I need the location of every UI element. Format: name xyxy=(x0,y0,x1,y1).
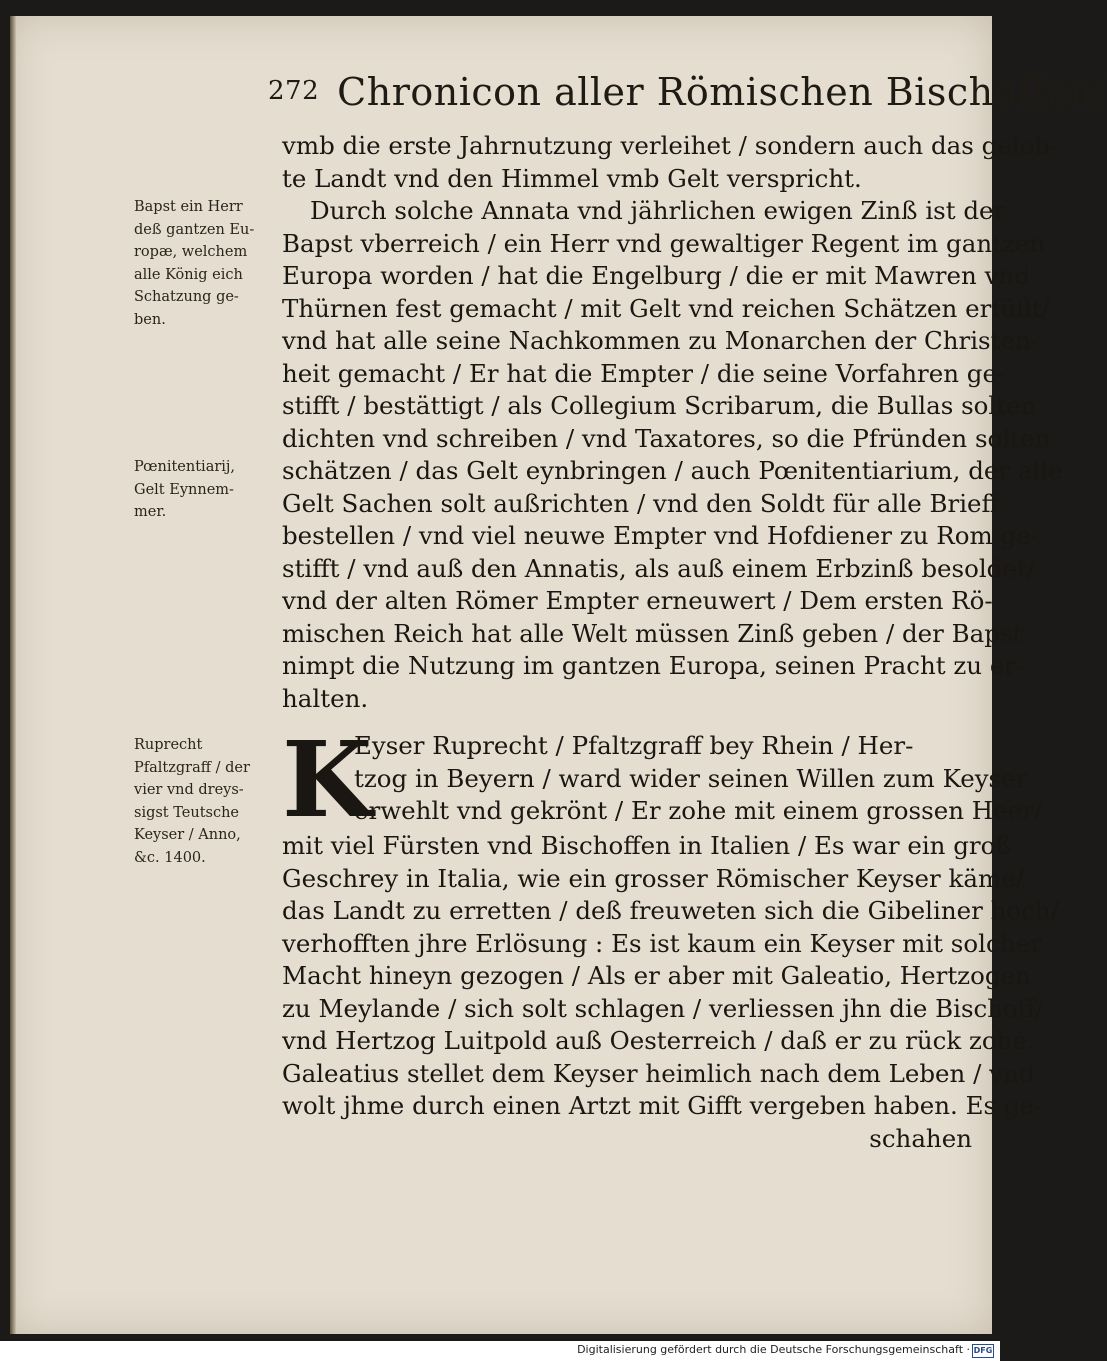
funding-credit: Digitalisierung gefördert durch die Deutsche Forschungsgemeinschaft · xyxy=(577,1343,970,1356)
margin-note-line: vier vnd dreys- xyxy=(134,782,244,798)
margin-note-line: &c. 1400. xyxy=(134,849,206,866)
text-line: Eyser Ruprecht / Pfaltzgraff bey Rhein / Her- xyxy=(354,731,914,760)
text-line: heit gemacht / Er hat die Empter / die seine Vorfahren ge- xyxy=(282,358,1006,388)
margin-note-line: Schatzung ge- xyxy=(134,289,239,305)
text-line: erwehlt vnd gekrönt / Er zohe mit einem grossen Heer/ xyxy=(354,796,1043,825)
text-line: Durch solche Annata vnd jährlichen ewigen Zinß ist der xyxy=(310,196,1006,225)
catchword: schahen xyxy=(869,1123,972,1153)
text-line: Geschrey in Italia, wie ein grosser Römischer Keyser käme/ xyxy=(282,863,1024,893)
margin-note-line: Bapst ein Herr xyxy=(134,199,243,215)
main-text-section-2 xyxy=(282,718,1059,1155)
margin-note-line: Pœnitentiarij, xyxy=(134,459,236,475)
text-line: Thürnen fest gemacht / mit Gelt vnd reichen Schätzen erfüllt/ xyxy=(282,293,1050,323)
margin-note-line: mer. xyxy=(134,504,167,520)
text-line: vnd Hertzog Luitpold auß Oesterreich / daß er zu rück zohe. xyxy=(282,1026,1035,1055)
page-number: 272 xyxy=(268,76,320,106)
text-line: wolt jhme durch einen Artzt mit Gifft vergeben haben. Es ge- xyxy=(282,1091,1043,1120)
text-line: das Landt zu erretten / deß freuweten sich die Gibeliner hoch/ xyxy=(282,896,1059,925)
text-line: stifft / vnd auß den Annatis, als auß einem Erbzinß besoldet/ xyxy=(282,553,1035,583)
text-line: vnd der alten Römer Empter erneuwert / Dem ersten Rö- xyxy=(282,586,993,615)
main-text-section-1 xyxy=(282,130,1063,715)
margin-note-line: Pfaltzgraff / der xyxy=(134,759,250,776)
text-line: mit viel Fürsten vnd Bischoffen in Italien / Es war ein groß xyxy=(282,831,1012,860)
margin-note-line: ben. xyxy=(134,311,166,328)
margin-note-line: ropæ, welchem xyxy=(134,244,248,260)
text-line: schätzen / das Gelt eynbringen / auch Pœnitentiarium, der alle xyxy=(282,456,1063,485)
margin-note-line: alle König eich xyxy=(134,266,243,283)
drop-cap: K xyxy=(282,718,373,841)
text-line: stifft / bestättigt / als Collegium Scribarum, die Bullas solten xyxy=(282,391,1037,420)
text-line: zu Meylande / sich solt schlagen / verliessen jhn die Bischoff/ xyxy=(282,993,1044,1023)
text-line: verhofften jhre Erlösung : Es ist kaum ein Keyser mit solcher xyxy=(282,928,1042,958)
text-line: bestellen / vnd viel neuwe Empter vnd Hofdiener zu Rom ge- xyxy=(282,521,1039,550)
margin-note-bapst xyxy=(134,196,274,331)
page-header xyxy=(268,70,1107,130)
text-line: te Landt vnd den Himmel vmb Gelt verspricht. xyxy=(282,163,862,193)
margin-note-poenitentiarij xyxy=(134,456,274,524)
text-line: vnd hat alle seine Nachkommen zu Monarchen der Christen- xyxy=(282,326,1040,355)
text-line: Galeatius stellet dem Keyser heimlich nach dem Leben / vnd xyxy=(282,1058,1035,1088)
margin-note-line: deß gantzen Eu- xyxy=(134,221,255,238)
running-title: Chronicon aller Römischen Bischoffen/ xyxy=(337,70,1107,114)
text-line: Macht hineyn gezogen / Als er aber mit Galeatio, Hertzogen xyxy=(282,961,1031,990)
text-line: vmb die erste Jahrnutzung verleihet / sondern auch das gelob- xyxy=(282,131,1059,160)
margin-note-line: Keyser / Anno, xyxy=(134,827,241,843)
page-binding-edge xyxy=(10,16,16,1334)
text-line: mischen Reich hat alle Welt müssen Zinß geben / der Bapst xyxy=(282,618,1023,648)
text-line: nimpt die Nutzung im gantzen Europa, seinen Pracht zu er- xyxy=(282,651,1025,680)
text-line: Gelt Sachen solt außrichten / vnd den Soldt für alle Brieff xyxy=(282,488,999,518)
text-line: dichten vnd schreiben / vnd Taxatores, so die Pfründen solten xyxy=(282,423,1051,453)
dfg-logo-icon: DFG xyxy=(972,1344,994,1358)
margin-note-ruprecht xyxy=(134,734,274,869)
text-line: tzog in Beyern / ward wider seinen Willen zum Keyser xyxy=(354,763,1028,793)
text-line: halten. xyxy=(282,683,369,713)
margin-note-line: sigst Teutsche xyxy=(134,804,240,821)
text-line: Bapst vberreich / ein Herr vnd gewaltiger Regent im gantzen xyxy=(282,228,1046,258)
margin-note-line: Gelt Eynnem- xyxy=(134,481,234,498)
margin-note-line: Ruprecht xyxy=(134,737,203,753)
text-line: Europa worden / hat die Engelburg / die er mit Mawren vnd xyxy=(282,261,1030,290)
